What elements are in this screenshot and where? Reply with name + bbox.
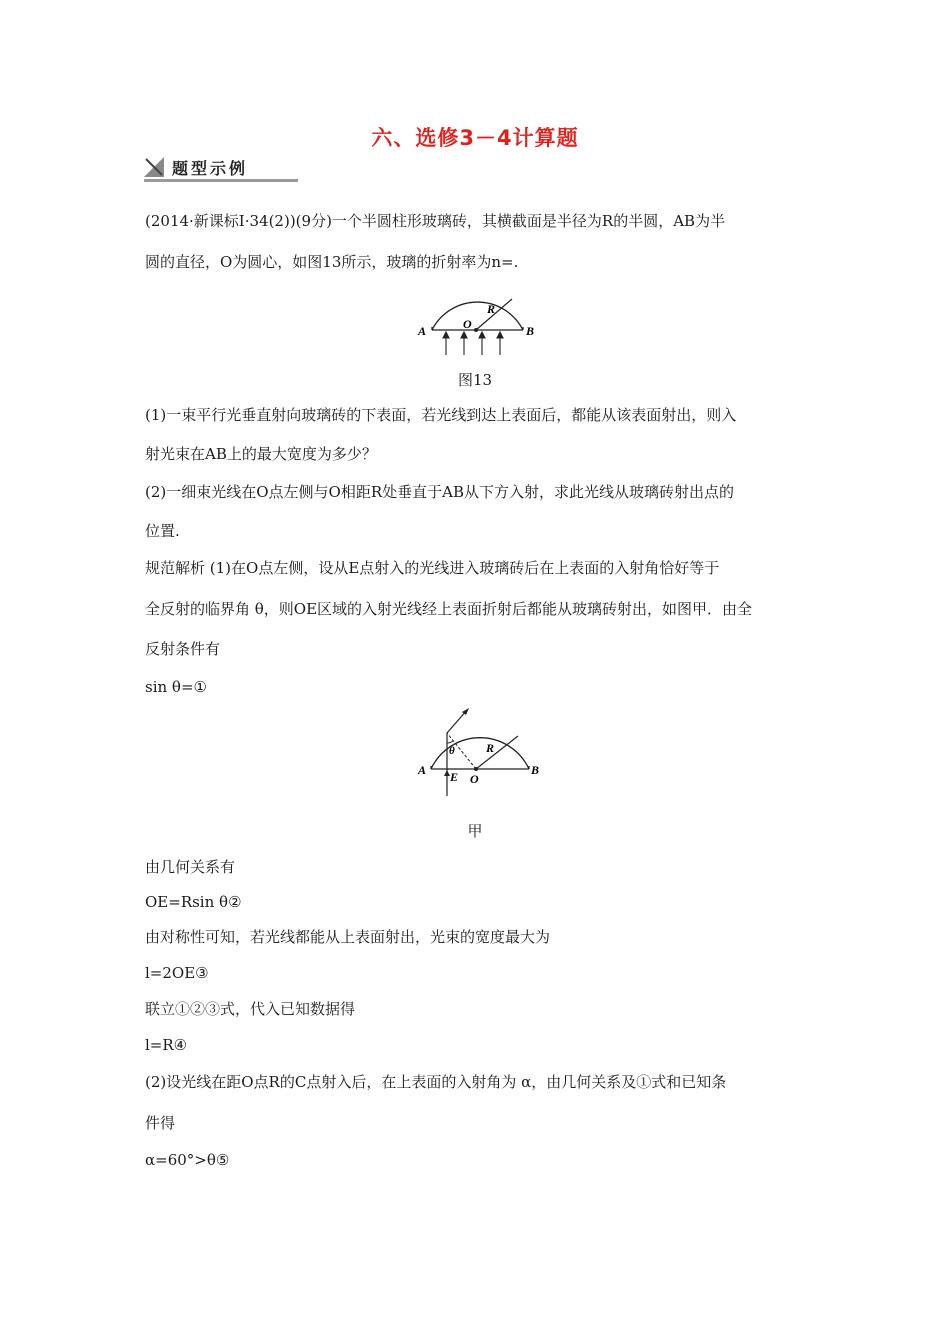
solution-line-3: 反射条件有 <box>145 640 221 658</box>
figure-jia <box>410 706 540 798</box>
label-O: O <box>470 772 479 786</box>
solution-line-4: sin θ=① <box>145 678 207 696</box>
label-B: B <box>531 763 540 777</box>
problem-line-1: (2014·新课标Ⅰ·34(2))(9分)一个半圆柱形玻璃砖，其横截面是半径为R的半圆，AB为半 <box>145 212 726 230</box>
label-A: A <box>418 324 427 338</box>
figure-13 <box>410 285 540 363</box>
solution-rest-line-6: l=R④ <box>145 1036 188 1054</box>
solution-line-1: 规范解析 (1)在O点左侧，设从E点射入的光线进入玻璃砖后在上表面的入射角恰好等于 <box>145 559 720 577</box>
section-header <box>144 154 298 182</box>
label-A: A <box>418 763 427 777</box>
page-title: 六、选修3－4计算题 <box>371 126 579 150</box>
solution-rest-line-4: l=2OE③ <box>145 964 209 982</box>
solution-rest-line-5: 联立①②③式，代入已知数据得 <box>145 1000 356 1018</box>
solution-rest-line-8: 件得 <box>145 1114 176 1132</box>
question-line-1: (1)一束平行光垂直射向玻璃砖的下表面，若光线到达上表面后，都能从该表面射出，则入 <box>145 406 737 424</box>
problem-line-2: 圆的直径，O为圆心，如图13所示，玻璃的折射率为n=. <box>145 253 519 271</box>
question-line-2: 射光束在AB上的最大宽度为多少？ <box>145 445 377 463</box>
solution-rest-line-3: 由对称性可知，若光线都能从上表面射出，光束的宽度最大为 <box>145 928 551 946</box>
solution-line-2: 全反射的临界角 θ，则OE区域的入射光线经上表面折射后都能从玻璃砖射出，如图甲．由全 <box>145 600 753 618</box>
label-R: R <box>486 741 495 755</box>
solution-rest-line-9: α=60°>θ⑤ <box>145 1151 230 1169</box>
question-line-4: 位置. <box>145 522 180 540</box>
solution-rest-line-1: 由几何关系有 <box>145 858 236 876</box>
label-O: O <box>463 317 472 331</box>
label-R: R <box>487 302 496 316</box>
figure-jia-caption: 甲 <box>467 822 483 840</box>
label-E: E <box>450 770 459 784</box>
label-B: B <box>526 324 535 338</box>
figure-13-caption: 图13 <box>457 371 493 389</box>
solution-rest-line-7: (2)设光线在距O点R的C点射入后，在上表面的入射角为 α，由几何关系及①式和已知条 <box>145 1073 727 1091</box>
solution-rest-line-2: OE=Rsin θ② <box>145 893 242 911</box>
triangle-icon <box>144 157 164 177</box>
question-line-3: (2)一细束光线在O点左侧与O相距R处垂直于AB从下方入射，求此光线从玻璃砖射出点的 <box>145 483 734 501</box>
label-theta: θ <box>449 745 455 757</box>
section-label: 题型示例 <box>172 159 249 178</box>
